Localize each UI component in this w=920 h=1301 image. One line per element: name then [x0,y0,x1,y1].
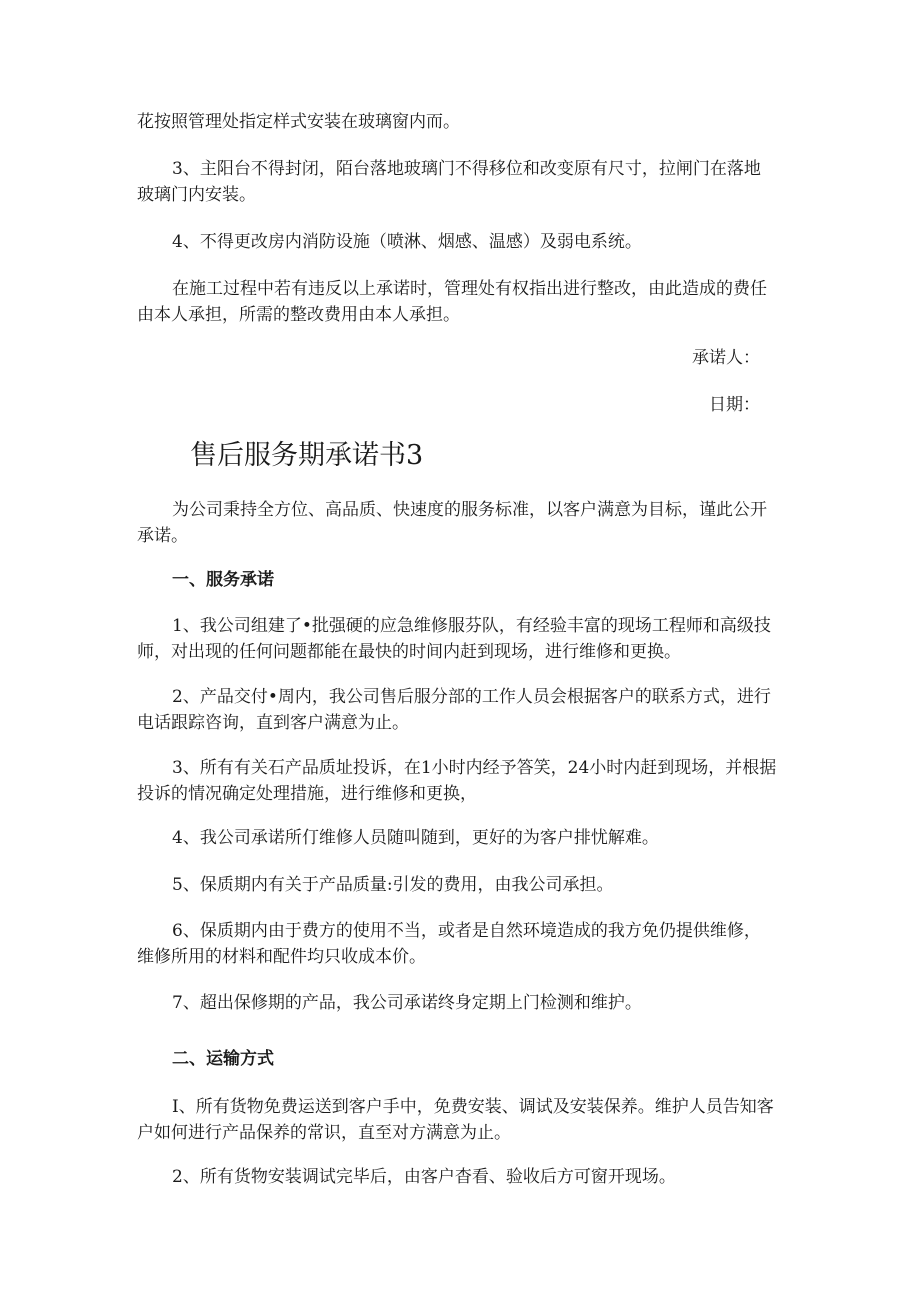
promisor-label: 承诺人： [692,348,760,368]
service-item-3: 3、所有有关石产品质址投诉，在1小时内经予答笑，24小时内赶到现场，并根据投诉的情况确定处理措施，进行维修和更换， [137,758,777,804]
transport-item-2: 2、所有货物安装调试完毕后，由客户杳看、验收后方可窗开现场。 [172,1167,676,1187]
continuation-paragraph: 花按照管理处指定样式安装在玻璃窗内而。 [137,112,460,132]
service-item-5: 5、保质期内有关于产品质量:引发的费用，由我公司承担。 [172,875,614,895]
service-item-1: 1、我公司组建了•批强硬的应急维修服芬队，有经验丰富的现场工程师和高级技师，对出现的任何问题都能在最快的时间内赶到现场，进行维修和更换。 [137,616,771,662]
intro-paragraph: 为公司秉持全方位、高品质、快速度的服务标准，以客户满意为目标，谨此公开承诺。 [137,500,767,546]
service-item-7: 7、超出保修期的产品，我公司承诺终身定期上门检测和维护。 [172,993,642,1013]
transport-item-1: I、所有货物免费运送到客户手中，免费安装、调试及安装保养。维护人员告知客户如何进行产品保养的常识，直至对方满意为止。 [137,1097,774,1143]
date-label: 日期： [709,395,760,415]
closing-paragraph: 在施工过程中若有违反以上承诺时，管理处有权指出进行整改，由此造成的费任由本人承担，所需的整改费用由本人承担。 [137,279,767,325]
document-title: 售后服务期承诺书3 [190,440,424,471]
renovation-item-4: 4、不得更改房内消防设施（喷淋、烟感、温感）及弱电系统。 [172,232,642,252]
section-heading-service: 一、服务承诺 [172,570,274,590]
service-item-4: 4、我公司承诺所仃维修人员随叫随到，更好的为客户排忧解难。 [172,828,659,848]
section-heading-transport: 二、运输方式 [172,1049,274,1069]
renovation-item-3: 3、主阳台不得封闭，陌台落地玻璃门不得移位和改变原有尺寸，拉闸门在落地玻璃门内安装。 [137,159,761,205]
service-item-6: 6、保质期内由于费方的使用不当，或者是自然环境造成的我方免仍提供维修，维修所用的材料和配件均只收成本价。 [137,921,761,967]
service-item-2: 2、产品交付•周内，我公司售后服分部的工作人员会根据客户的联系方式，进行电话跟踪咨询，直到客户满意为止。 [137,687,771,733]
